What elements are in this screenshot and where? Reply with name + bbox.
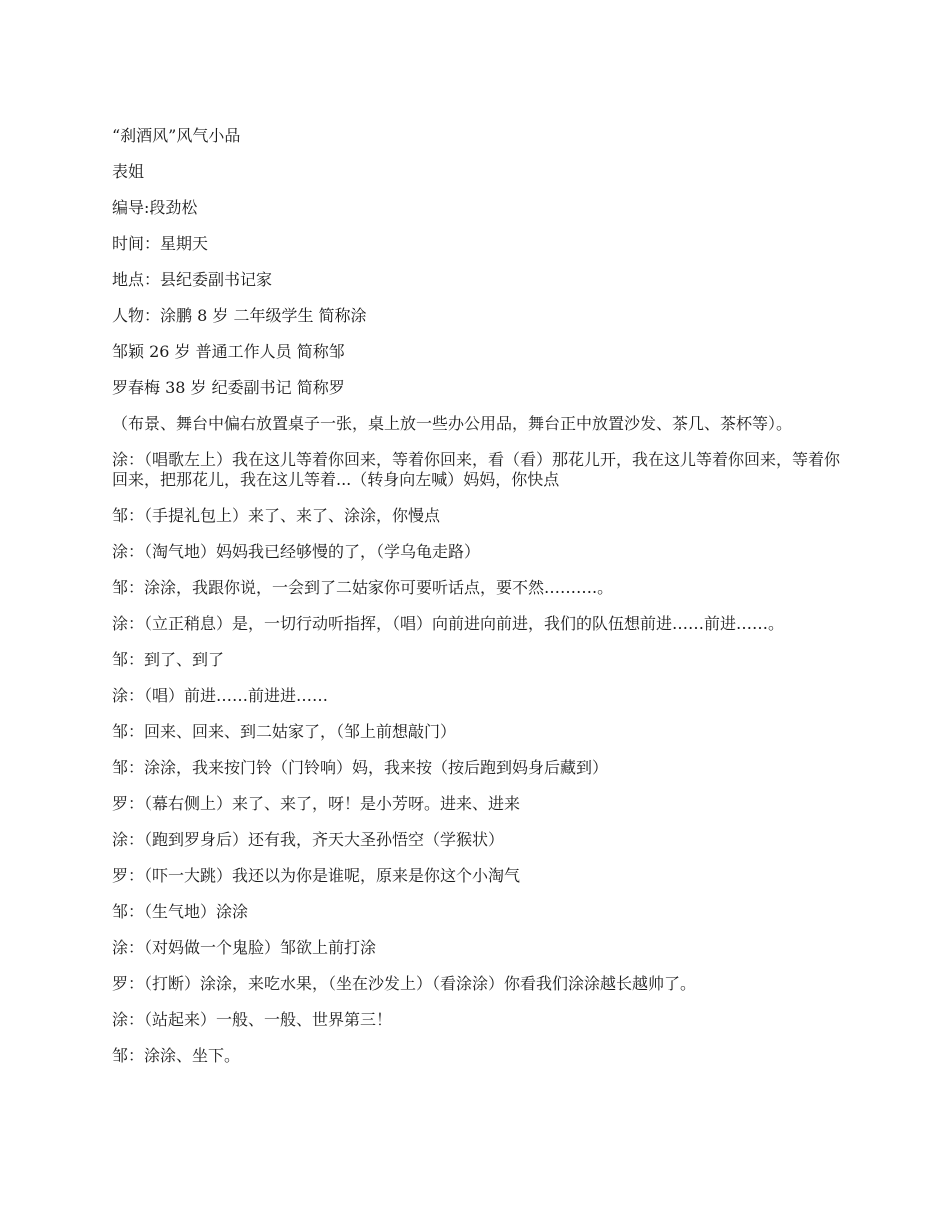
document-title: “刹酒风”风气小品 — [112, 126, 241, 145]
dialogue-line: 罗：（幕右侧上）来了、来了，呀！是小芳呀。进来、进来 — [112, 794, 521, 813]
location-line: 地点：县纪委副书记家 — [112, 270, 273, 289]
play-title: 表姐 — [112, 162, 145, 181]
dialogue-line: 邹：涂涂、坐下。 — [112, 1046, 241, 1065]
character-line: 人物：涂鹏 8 岁 二年级学生 简称涂 — [112, 306, 367, 325]
dialogue-line: 涂：（唱歌左上）我在这儿等着你回来，等着你回来，看（看）那花儿开，我在这儿等着你回来，等着你回来，把那花儿，我在这儿等着...（转身向左喊）妈妈，你快点 — [112, 450, 841, 489]
dialogue-line: 邹：回来、回来、到二姑家了，（邹上前想敲门） — [112, 722, 457, 741]
dialogue-line: 邹：涂涂，我来按门铃（门铃响）妈，我来按（按后跑到妈身后藏到） — [112, 758, 609, 777]
script-body — [112, 126, 840, 1082]
stage-direction: （布景、舞台中偏右放置桌子一张，桌上放一些办公用品，舞台正中放置沙发、茶几、茶杯等）。 — [112, 414, 793, 433]
character-line: 邹颖 26 岁 普通工作人员 简称邹 — [112, 342, 345, 361]
time-line: 时间：星期天 — [112, 234, 209, 253]
dialogue-line: 涂：（跑到罗身后）还有我，齐天大圣孙悟空（学猴状） — [112, 830, 505, 849]
dialogue-line: 涂：（唱）前进……前进进…… — [112, 686, 329, 705]
dialogue-line: 邹：涂涂，我跟你说，一会到了二姑家你可要听话点，要不然……….。 — [112, 578, 614, 597]
dialogue-line: 罗：（吓一大跳）我还以为你是谁呢，原来是你这个小淘气 — [112, 866, 521, 885]
character-line: 罗春梅 38 岁 纪委副书记 简称罗 — [112, 378, 345, 397]
dialogue-line: 邹：（手提礼包上）来了、来了、涂涂，你慢点 — [112, 506, 441, 525]
dialogue-line: 涂：（立正稍息）是，一切行动听指挥，（唱）向前进向前进，我们的队伍想前进……前进……。 — [112, 614, 785, 633]
dialogue-line: 涂：（对妈做一个鬼脸）邹欲上前打涂 — [112, 938, 377, 957]
director-line: 编导:段劲松 — [112, 198, 198, 217]
dialogue-line: 邹：（生气地）涂涂 — [112, 902, 249, 921]
dialogue-line: 罗：（打断）涂涂，来吃水果，（坐在沙发上）（看涂涂）你看我们涂涂越长越帅了。 — [112, 974, 697, 993]
dialogue-line: 涂：（淘气地）妈妈我已经够慢的了，（学乌龟走路） — [112, 542, 481, 561]
dialogue-line: 涂：（站起来）一般、一般、世界第三！ — [112, 1010, 393, 1029]
dialogue-line: 邹：到了、到了 — [112, 650, 225, 669]
